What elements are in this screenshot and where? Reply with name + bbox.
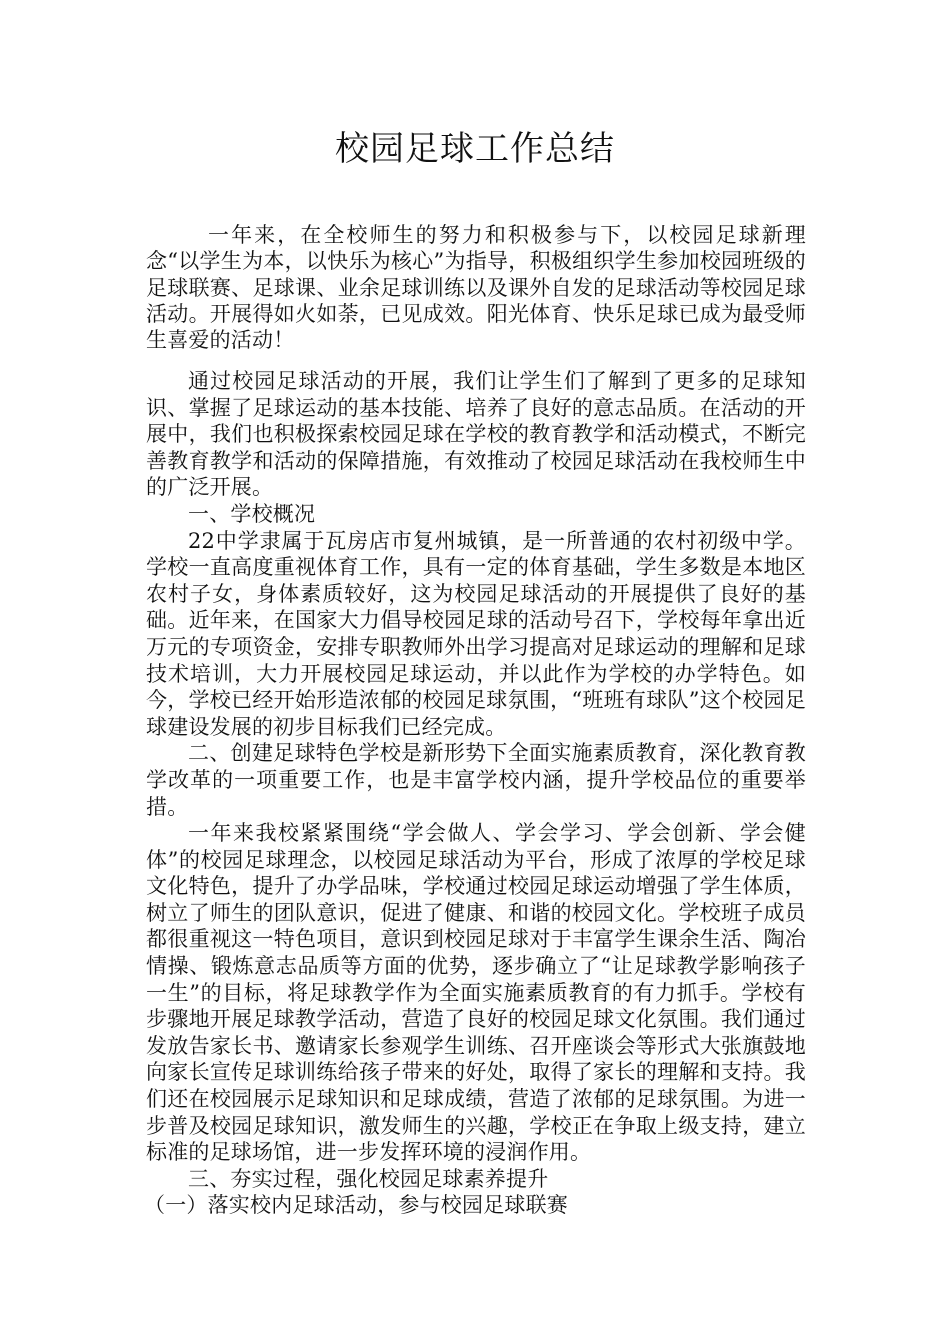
heading-process: 三、夯实过程，强化校园足球素养提升 xyxy=(188,1166,549,1191)
heading-school-overview: 一、学校概况 xyxy=(188,501,316,526)
body-section xyxy=(146,368,806,1219)
document-title: 校园足球工作总结 xyxy=(335,129,615,169)
intro-section xyxy=(146,222,806,353)
subheading-campus-league: （一）落实校内足球活动，参与校园足球联赛 xyxy=(144,1193,568,1218)
paragraph-school-overview: 22中学隶属于瓦房店市复州城镇，是一所普通的农村初级中学。学校一直高度重视体育工作，具有一定的体育基础，学生多数是本地区农村子女，身体素质较好，这为校园足球活动的开展提供了良好的基础。近年来，在国家大力倡导校园足球的活动号召下，学校每年拿出近万元的专项资金，安排专职教师外出学习提高对足球运动的理解和足球技术培训，大力开展校园足球运动，并以此作为学校的办学特色。如今，学校已经开始形造浓郁的校园足球氛围，“班班有球队”这个校园足球建设发展的初步目标我们已经完成。 xyxy=(146,528,806,739)
paragraph-overview: 通过校园足球活动的开展，我们让学生们了解到了更多的足球知识、掌握了足球运动的基本技能、培养了良好的意志品质。在活动的开展中，我们也积极探索校园足球在学校的教育教学和活动模式，不断完善教育教学和活动的保障措施，有效推动了校园足球活动在我校师生中的广泛开展。 xyxy=(146,369,806,500)
paragraph-feature-school: 二、创建足球特色学校是新形势下全面实施素质教育，深化教育教学改革的一项重要工作，也是丰富学校内涵，提升学校品位的重要举措。 xyxy=(146,741,806,819)
intro-paragraph: 一年来，在全校师生的努力和积极参与下，以校园足球新理念“以学生为本，以快乐为核心”为指导，积极组织学生参加校园班级的足球联赛、足球课、业余足球训练以及课外自发的足球活动等校园足球活动。开展得如火如荼，已见成效。阳光体育、快乐足球已成为最受师生喜爱的活动！ xyxy=(146,223,806,353)
paragraph-football-culture: 一年来我校紧紧围绕“学会做人、学会学习、学会创新、学会健体”的校园足球理念，以校园足球活动为平台，形成了浓厚的学校足球文化特色，提升了办学品味，学校通过校园足球运动增强了学生体质，树立了师生的团队意识，促进了健康、和谐的校园文化。学校班子成员都很重视这一特色项目，意识到校园足球对于丰富学生课余生活、陶冶情操、锻炼意志品质等方面的优势，逐步确立了“让足球教学影响孩子一生”的目标，将足球教学作为全面实施素质教育的有力抓手。学校有步骤地开展足球教学活动，营造了良好的校园足球文化氛围。我们通过发放告家长书、邀请家长参观学生训练、召开座谈会等形式大张旗鼓地向家长宣传足球训练给孩子带来的好处，取得了家长的理解和支持。我们还在校园展示足球知识和足球成绩，营造了浓郁的足球氛围。为进一步普及校园足球知识，激发师生的兴趣，学校正在争取上级支持，建立标准的足球场馆，进一步发挥环境的浸润作用。 xyxy=(146,821,806,1165)
